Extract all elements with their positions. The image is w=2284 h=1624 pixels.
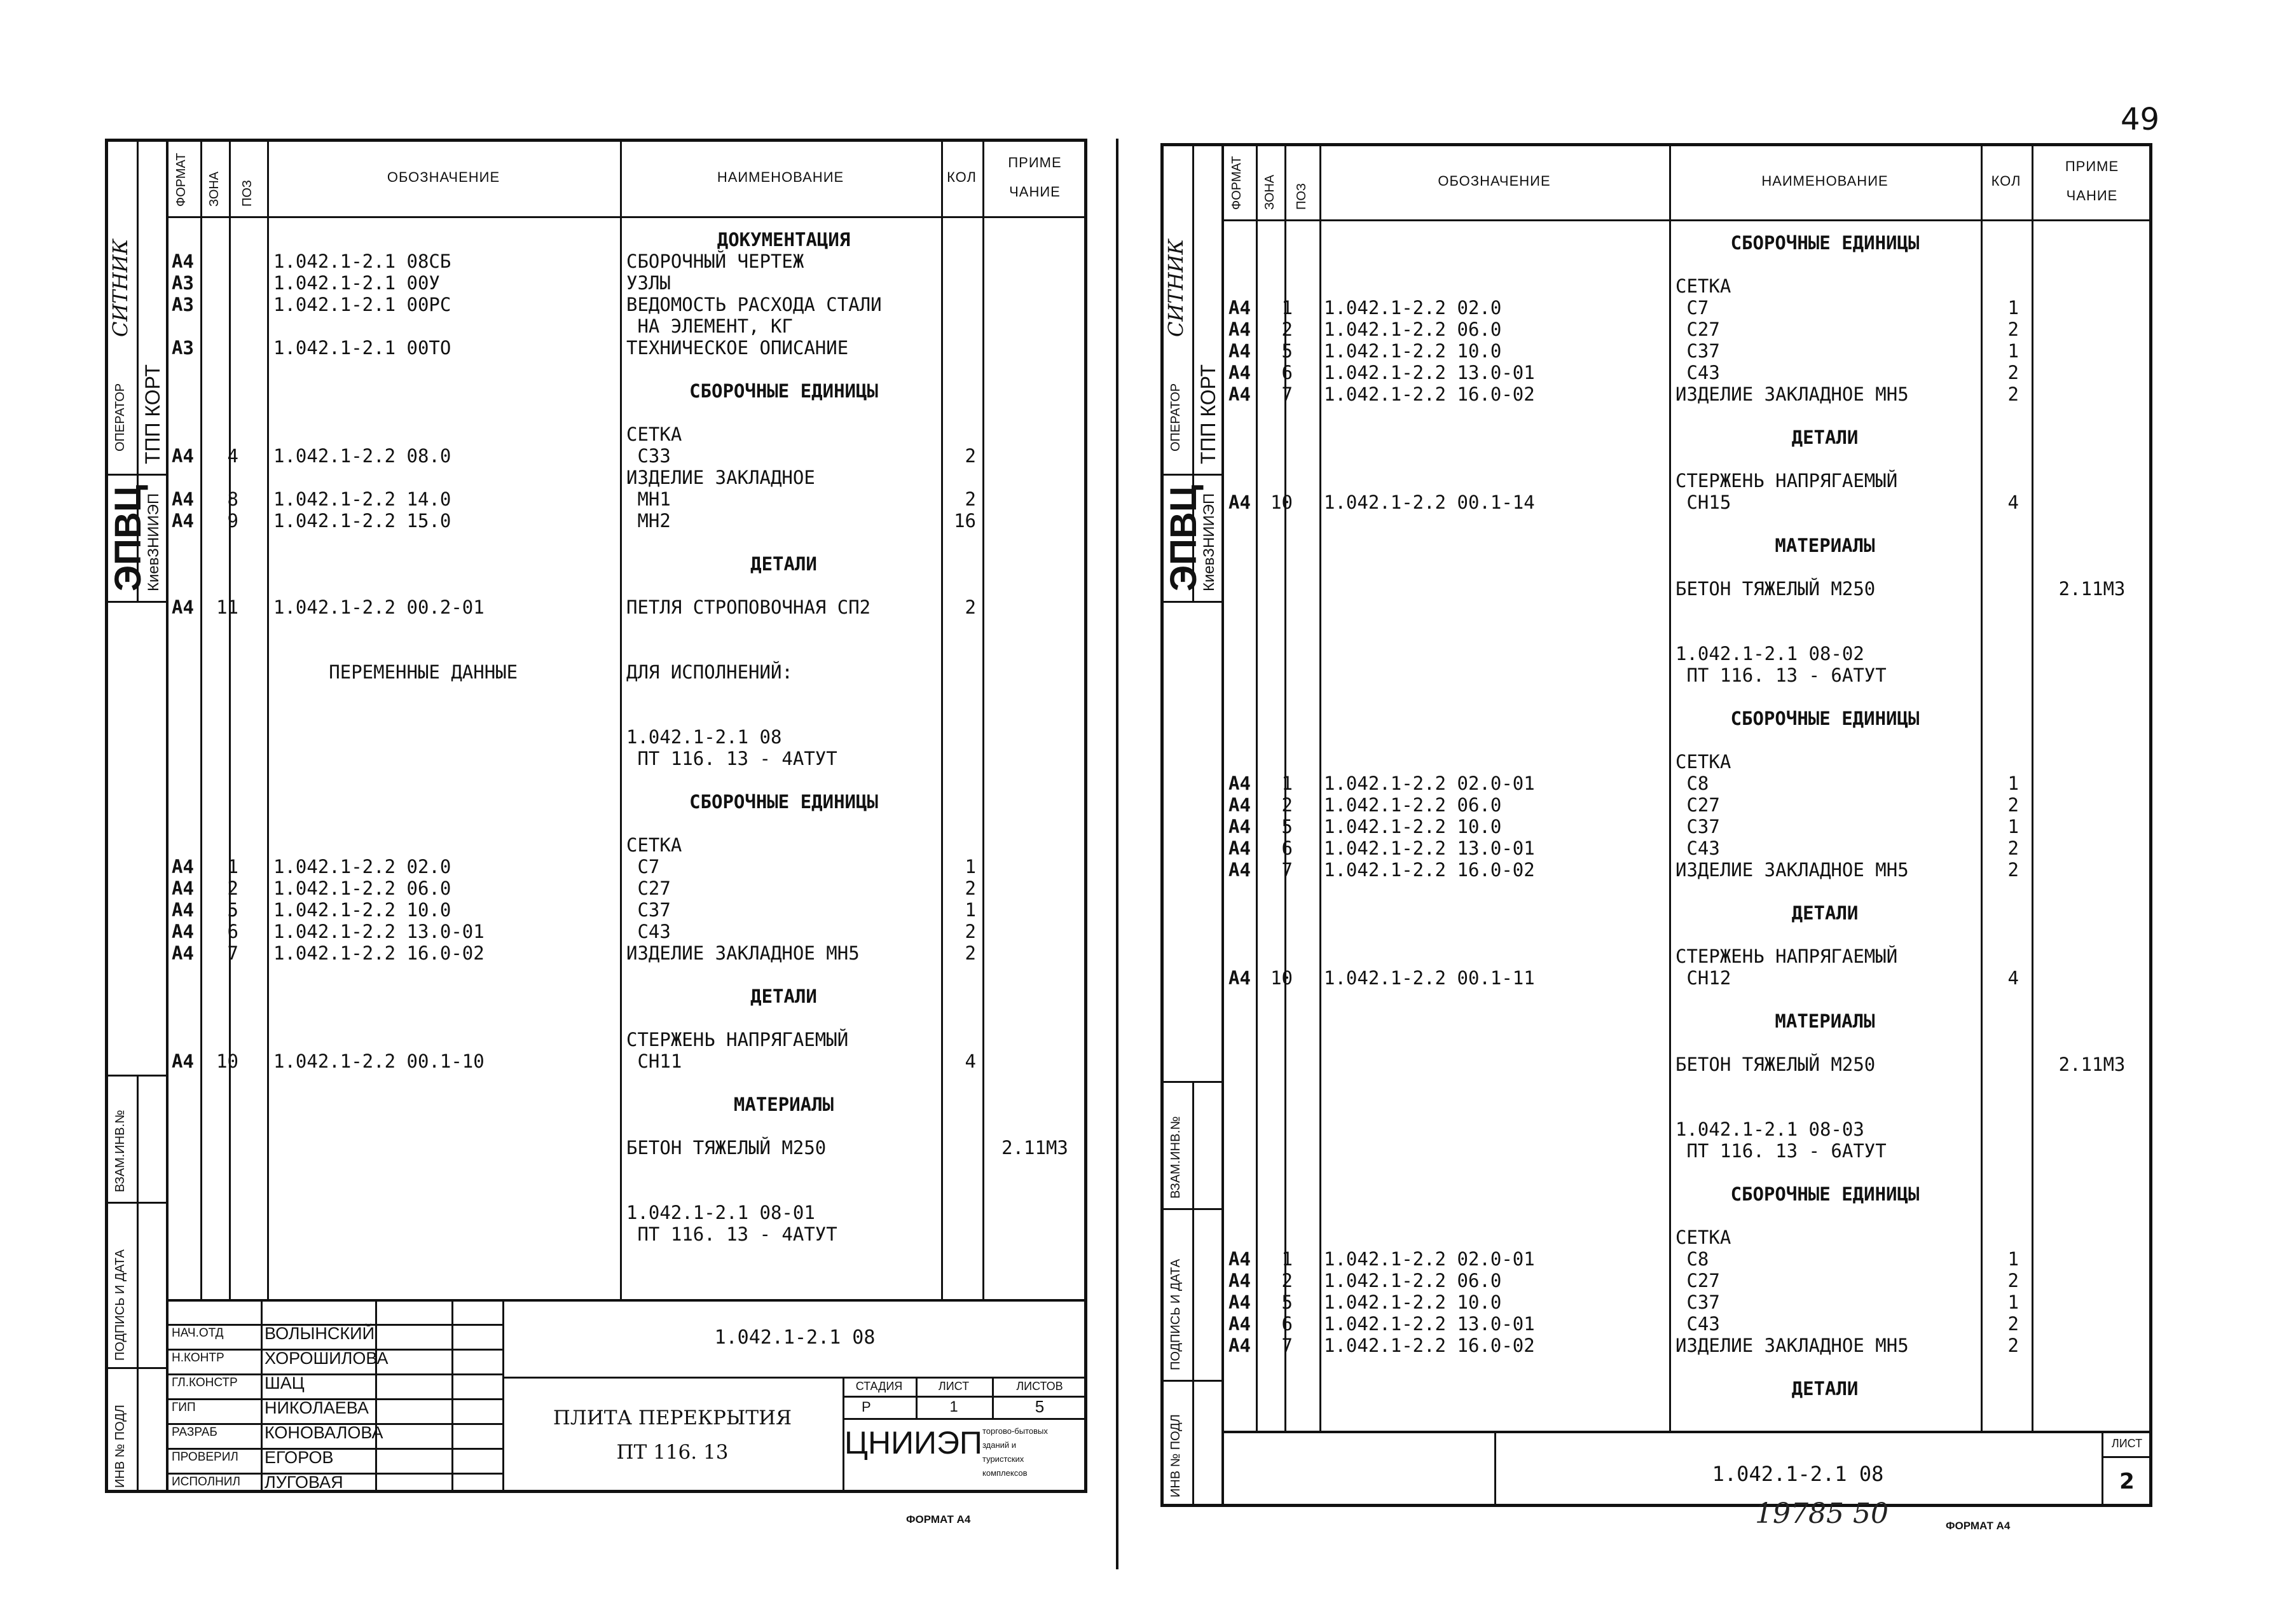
row-quantity: 2 — [965, 921, 976, 942]
row-format: А4 — [1228, 837, 1251, 859]
sheet-value: 1 — [949, 1398, 958, 1415]
row-name: ДЛЯ ИСПОЛНЕНИЙ: — [626, 661, 793, 683]
row-name: СБОРОЧНЫЙ ЧЕРТЕЖ — [626, 251, 804, 272]
row-name: С8 — [1675, 1248, 1709, 1270]
row-position: 7 — [1281, 859, 1293, 881]
row-quantity: 4 — [2007, 492, 2019, 513]
row-designation: 1.042.1-2.2 00.1-14 — [1324, 492, 1535, 513]
row-name: ПТ 116. 13 - 4АТУТ — [626, 748, 837, 769]
org-name: ЦНИИЭП — [844, 1425, 982, 1461]
row-section-heading: ДЕТАЛИ — [1791, 1378, 1859, 1400]
page-number: 49 — [2121, 102, 2160, 137]
right-side-signature: СИТНИК — [1164, 238, 1188, 337]
row-position: 2 — [227, 877, 238, 899]
row-name: ВЕДОМОСТЬ РАСХОДА СТАЛИ — [626, 294, 882, 315]
row-name: С43 — [1675, 362, 1720, 383]
row-name: 1.042.1-2.1 08-02 — [1675, 643, 1864, 664]
row-designation: 1.042.1-2.2 10.0 — [1324, 816, 1502, 837]
row-position: 8 — [227, 488, 238, 510]
row-designation: 1.042.1-2.2 02.0 — [273, 856, 451, 877]
row-name: С33 — [626, 445, 671, 467]
right-hdr-poz: ПОЗ — [1295, 182, 1309, 210]
right-hdr-prim1: ПРИМЕ — [2065, 158, 2119, 174]
row-designation: 1.042.1-2.1 00У — [273, 272, 440, 294]
left-side-signature: СИТНИК — [108, 238, 132, 337]
row-quantity: 16 — [954, 510, 976, 532]
right-hdr-kol: КОЛ — [1991, 173, 2021, 189]
row-quantity: 4 — [965, 1050, 976, 1072]
row-designation: 1.042.1-2.2 13.0-01 — [1324, 837, 1535, 859]
row-position: 5 — [227, 899, 238, 921]
row-name: ТЕХНИЧЕСКОЕ ОПИСАНИЕ — [626, 337, 849, 359]
right-side-org: КиевЗНИИЭП — [1200, 493, 1218, 591]
row-name: 1.042.1-2.1 08-03 — [1675, 1118, 1864, 1140]
sheets-value: 5 — [1035, 1397, 1045, 1416]
row-designation: 1.042.1-2.2 00.1-11 — [1324, 967, 1535, 989]
row-name: С27 — [626, 877, 671, 899]
row-designation: 1.042.1-2.2 10.0 — [1324, 340, 1502, 362]
title-person-name: НИКОЛАЕВА — [265, 1398, 369, 1417]
row-format: А4 — [172, 1050, 194, 1072]
row-name: СН11 — [626, 1050, 682, 1072]
left-side-podpis: ПОДПИСЬ И ДАТА — [113, 1249, 127, 1361]
row-position: 9 — [227, 510, 238, 532]
row-quantity: 1 — [965, 899, 976, 921]
row-format: А4 — [1228, 816, 1251, 837]
row-designation: 1.042.1-2.2 06.0 — [273, 877, 451, 899]
title-person-name: ВОЛЫНСКИЙ — [265, 1324, 375, 1343]
row-quantity: 1 — [2007, 1291, 2019, 1313]
row-note: 2.11М3 — [1001, 1137, 1068, 1159]
row-position: 1 — [1281, 1248, 1293, 1270]
left-side-org: КиевЗНИИЭП — [145, 493, 162, 591]
row-designation: 1.042.1-2.2 16.0-02 — [1324, 1335, 1535, 1356]
row-name: ПТ 116. 13 - 6АТУТ — [1675, 664, 1887, 686]
row-format: А4 — [172, 856, 194, 877]
row-position: 1 — [227, 856, 238, 877]
row-name: БЕТОН ТЯЖЕЛЫЙ М250 — [626, 1137, 827, 1159]
sheet-label: ЛИСТ — [938, 1379, 970, 1393]
row-format: А4 — [172, 488, 194, 510]
right-format-label: ФОРМАТ А4 — [1946, 1520, 2011, 1532]
row-format: А4 — [1228, 773, 1251, 794]
row-position: 1 — [1281, 297, 1293, 319]
row-position: 7 — [1281, 1335, 1293, 1356]
row-quantity: 2 — [2007, 794, 2019, 816]
row-name: МН2 — [626, 510, 671, 532]
row-name: 1.042.1-2.1 08 — [626, 726, 782, 748]
row-name: СЕТКА — [626, 834, 682, 856]
title-person-name: ХОРОШИЛОВА — [265, 1349, 389, 1368]
row-quantity: 1 — [965, 856, 976, 877]
row-position: 6 — [227, 921, 238, 942]
right-side-inv: ИНВ № ПОДЛ — [1169, 1414, 1183, 1497]
row-name: ПЕТЛЯ СТРОПОВОЧНАЯ СП2 — [626, 596, 871, 618]
left-spec-table — [169, 229, 1087, 1297]
row-position: 5 — [1281, 1291, 1293, 1313]
row-quantity: 2 — [965, 877, 976, 899]
row-quantity: 2 — [2007, 362, 2019, 383]
row-designation: 1.042.1-2.2 16.0-02 — [273, 942, 485, 964]
row-name: МН1 — [626, 488, 671, 510]
row-format: А4 — [1228, 1313, 1251, 1335]
row-name: СН12 — [1675, 967, 1731, 989]
row-position: 2 — [1281, 794, 1293, 816]
row-format: А4 — [172, 445, 194, 467]
row-designation: ПЕРЕМЕННЫЕ ДАННЫЕ — [273, 661, 518, 683]
stage-label: СТАДИЯ — [855, 1379, 903, 1393]
row-name: СЕТКА — [1675, 275, 1731, 297]
left-hdr-naimenovanie: НАИМЕНОВАНИЕ — [717, 169, 844, 185]
row-quantity: 2 — [2007, 319, 2019, 340]
row-designation: 1.042.1-2.2 00.2-01 — [273, 596, 485, 618]
right-hdr-format: ФОРМАТ — [1230, 156, 1244, 210]
row-name: С37 — [626, 899, 671, 921]
row-format: А4 — [1228, 1291, 1251, 1313]
right-hdr-oboznachenie: ОБОЗНАЧЕНИЕ — [1438, 173, 1551, 189]
title-person-name: ЕГОРОВ — [265, 1448, 334, 1467]
row-note: 2.11М3 — [2058, 1054, 2126, 1075]
row-section-heading: ДЕТАЛИ — [1791, 427, 1859, 448]
row-position: 6 — [1281, 362, 1293, 383]
row-designation: 1.042.1-2.2 10.0 — [273, 899, 451, 921]
row-quantity: 2 — [2007, 383, 2019, 405]
stage-value: Р — [862, 1399, 871, 1415]
org-subtitle-line: комплексов — [982, 1468, 1028, 1478]
row-section-heading: СБОРОЧНЫЕ ЕДИНИЦЫ — [1730, 232, 1920, 254]
fold-line — [1116, 139, 1118, 1569]
right-hdr-prim — [2032, 143, 2152, 219]
title-role: ГЛ.КОНСТР — [172, 1376, 238, 1389]
row-quantity: 1 — [2007, 340, 2019, 362]
row-position: 5 — [1281, 816, 1293, 837]
row-position: 2 — [1281, 1270, 1293, 1291]
left-title-designation: 1.042.1-2.1 08 — [714, 1326, 876, 1349]
row-name: ИЗДЕЛИЕ ЗАКЛАДНОЕ МН5 — [626, 942, 860, 964]
row-quantity: 2 — [2007, 1313, 2019, 1335]
row-format: А4 — [1228, 492, 1251, 513]
row-section-heading: ДЕТАЛИ — [750, 553, 817, 575]
row-name: С37 — [1675, 816, 1720, 837]
row-position: 2 — [1281, 319, 1293, 340]
row-name: СТЕРЖЕНЬ НАПРЯГАЕМЫЙ — [1675, 470, 1898, 492]
row-format: А3 — [172, 337, 194, 359]
left-hdr-zona: ЗОНА — [207, 171, 221, 207]
row-note: 2.11М3 — [2058, 578, 2126, 600]
row-name: С27 — [1675, 319, 1720, 340]
row-name: БЕТОН ТЯЖЕЛЫЙ М250 — [1675, 578, 1876, 600]
row-quantity: 2 — [2007, 837, 2019, 859]
row-format: А4 — [1228, 794, 1251, 816]
row-name: С7 — [626, 856, 660, 877]
right-side-vzam: ВЗАМ.ИНВ.№ — [1169, 1116, 1183, 1199]
row-name: СЕТКА — [626, 423, 682, 445]
row-position: 7 — [1281, 383, 1293, 405]
row-name: 1.042.1-2.1 08-01 — [626, 1202, 815, 1223]
left-side-epvc: ЭПВЦ — [107, 485, 149, 591]
row-quantity: 2 — [965, 445, 976, 467]
row-format: А4 — [172, 877, 194, 899]
row-name: НА ЭЛЕМЕНТ, КГ — [626, 315, 793, 337]
right-side-epvc: ЭПВЦ — [1163, 485, 1204, 591]
row-format: А4 — [1228, 1248, 1251, 1270]
row-name: С37 — [1675, 1291, 1720, 1313]
title-role: НАЧ.ОТД — [172, 1326, 224, 1340]
row-name: СН15 — [1675, 492, 1731, 513]
row-position: 7 — [227, 942, 238, 964]
row-quantity: 2 — [965, 942, 976, 964]
right-hdr-prim2: ЧАНИЕ — [2066, 188, 2118, 203]
row-quantity: 4 — [2007, 967, 2019, 989]
left-side-tpp: ТПП КОРТ — [141, 364, 164, 464]
row-designation: 1.042.1-2.2 06.0 — [1324, 1270, 1502, 1291]
org-subtitle-line: зданий и — [982, 1440, 1017, 1450]
row-quantity: 2 — [965, 596, 976, 618]
right-side-podpis: ПОДПИСЬ И ДАТА — [1169, 1258, 1183, 1370]
row-name: С8 — [1675, 773, 1709, 794]
row-name: С27 — [1675, 1270, 1720, 1291]
row-name: СЕТКА — [1675, 1227, 1731, 1248]
row-designation: 1.042.1-2.2 13.0-01 — [273, 921, 485, 942]
right-footer-sheet: 2 — [2119, 1469, 2135, 1494]
title-role: ИСПОЛНИЛ — [172, 1475, 240, 1489]
org-subtitle-line: туристских — [982, 1454, 1024, 1464]
row-designation: 1.042.1-2.1 08СБ — [273, 251, 451, 272]
title-role: ПРОВЕРИЛ — [172, 1450, 238, 1464]
row-name: С43 — [1675, 1313, 1720, 1335]
row-format: А4 — [1228, 297, 1251, 319]
row-name: СТЕРЖЕНЬ НАПРЯГАЕМЫЙ — [1675, 946, 1898, 967]
left-side-operator: ОПЕРАТОР — [113, 383, 127, 451]
row-name: ИЗДЕЛИЕ ЗАКЛАДНОЕ МН5 — [1675, 1335, 1909, 1356]
row-position: 4 — [227, 445, 238, 467]
row-format: А4 — [1228, 340, 1251, 362]
row-name: ИЗДЕЛИЕ ЗАКЛАДНОЕ — [626, 467, 815, 488]
row-quantity: 2 — [2007, 859, 2019, 881]
left-hdr-prim2: ЧАНИЕ — [1009, 184, 1061, 200]
row-designation: 1.042.1-2.1 00ТО — [273, 337, 451, 359]
row-quantity: 2 — [965, 488, 976, 510]
row-format: А4 — [1228, 362, 1251, 383]
row-format: А4 — [1228, 319, 1251, 340]
row-section-heading: СБОРОЧНЫЕ ЕДИНИЦЫ — [1730, 1183, 1920, 1205]
row-format: А4 — [1228, 1335, 1251, 1356]
row-format: А4 — [172, 921, 194, 942]
row-name: С43 — [626, 921, 671, 942]
row-format: А4 — [172, 596, 194, 618]
title-person-name: ШАЦ — [265, 1373, 305, 1393]
row-format: А3 — [172, 294, 194, 315]
right-side-tpp: ТПП КОРТ — [1197, 364, 1220, 464]
row-name: СТЕРЖЕНЬ НАПРЯГАЕМЫЙ — [626, 1029, 849, 1050]
row-quantity: 2 — [2007, 1270, 2019, 1291]
row-position: 10 — [1270, 492, 1293, 513]
title-role: РАЗРАБ — [172, 1426, 217, 1439]
right-hdr-naimenovanie: НАИМЕНОВАНИЕ — [1761, 173, 1888, 189]
left-side-inv: ИНВ № ПОДЛ — [113, 1405, 127, 1488]
row-name: С43 — [1675, 837, 1720, 859]
row-section-heading: СБОРОЧНЫЕ ЕДИНИЦЫ — [689, 380, 878, 402]
row-position: 6 — [1281, 837, 1293, 859]
row-format: А4 — [1228, 859, 1251, 881]
left-hdr-prim — [982, 139, 1087, 216]
row-name: С7 — [1675, 297, 1709, 319]
row-section-heading: ДЕТАЛИ — [750, 986, 817, 1007]
row-format: А4 — [172, 510, 194, 532]
org-subtitle — [982, 1424, 1048, 1480]
row-section-heading: ДЕТАЛИ — [1791, 902, 1859, 924]
row-name: ПТ 116. 13 - 6АТУТ — [1675, 1140, 1887, 1162]
row-designation: 1.042.1-2.2 16.0-02 — [1324, 383, 1535, 405]
row-designation: 1.042.1-2.2 08.0 — [273, 445, 451, 467]
row-position: 10 — [1270, 967, 1293, 989]
row-quantity: 2 — [2007, 1335, 2019, 1356]
row-format: А3 — [172, 272, 194, 294]
row-format: А4 — [1228, 1270, 1251, 1291]
right-side-operator: ОПЕРАТОР — [1169, 383, 1183, 451]
title-role: Н.КОНТР — [172, 1351, 224, 1365]
title-role: ГИП — [172, 1401, 196, 1414]
row-name: ИЗДЕЛИЕ ЗАКЛАДНОЕ МН5 — [1675, 383, 1909, 405]
row-designation: 1.042.1-2.2 02.0 — [1324, 297, 1502, 319]
row-section-heading: ДОКУМЕНТАЦИЯ — [717, 229, 851, 251]
sheets-label: ЛИСТОВ — [1016, 1379, 1063, 1393]
right-spec-table — [1224, 232, 2152, 1428]
row-format: А4 — [172, 251, 194, 272]
row-quantity: 1 — [2007, 297, 2019, 319]
row-designation: 1.042.1-2.2 06.0 — [1324, 794, 1502, 816]
left-hdr-prim1: ПРИМЕ — [1008, 155, 1062, 170]
row-format: А4 — [172, 942, 194, 964]
row-name: УЗЛЫ — [626, 272, 671, 294]
left-side-vzam: ВЗАМ.ИНВ.№ — [113, 1110, 127, 1192]
row-section-heading: МАТЕРИАЛЫ — [1775, 535, 1875, 556]
row-position: 11 — [216, 596, 238, 618]
left-title-line2: ПТ 116. 13 — [616, 1440, 729, 1464]
row-quantity: 1 — [2007, 1248, 2019, 1270]
row-format: А4 — [1228, 967, 1251, 989]
row-designation: 1.042.1-2.2 16.0-02 — [1324, 859, 1535, 881]
row-name: С27 — [1675, 794, 1720, 816]
row-section-heading: СБОРОЧНЫЕ ЕДИНИЦЫ — [689, 791, 878, 813]
row-position: 5 — [1281, 340, 1293, 362]
row-designation: 1.042.1-2.2 02.0-01 — [1324, 773, 1535, 794]
row-name: ПТ 116. 13 - 4АТУТ — [626, 1223, 837, 1245]
row-section-heading: МАТЕРИАЛЫ — [1775, 1010, 1875, 1032]
row-format: А4 — [1228, 383, 1251, 405]
row-name: ИЗДЕЛИЕ ЗАКЛАДНОЕ МН5 — [1675, 859, 1909, 881]
left-hdr-poz: ПОЗ — [240, 179, 254, 207]
row-designation: 1.042.1-2.2 02.0-01 — [1324, 1248, 1535, 1270]
row-section-heading: СБОРОЧНЫЕ ЕДИНИЦЫ — [1730, 708, 1920, 729]
left-format-label: ФОРМАТ А4 — [906, 1513, 971, 1525]
left-title-name — [502, 1377, 843, 1493]
right-hdr-zona: ЗОНА — [1263, 174, 1277, 210]
row-designation: 1.042.1-2.2 06.0 — [1324, 319, 1502, 340]
row-format: А4 — [172, 899, 194, 921]
row-designation: 1.042.1-2.2 14.0 — [273, 488, 451, 510]
row-designation: 1.042.1-2.2 13.0-01 — [1324, 362, 1535, 383]
left-hdr-oboznachenie: ОБОЗНАЧЕНИЕ — [387, 169, 500, 185]
row-designation: 1.042.1-2.2 13.0-01 — [1324, 1313, 1535, 1335]
right-footer-designation: 1.042.1-2.1 08 — [1712, 1461, 1884, 1486]
title-person-name: КОНОВАЛОВА — [265, 1423, 383, 1442]
row-position: 6 — [1281, 1313, 1293, 1335]
row-name: СЕТКА — [1675, 751, 1731, 773]
row-designation: 1.042.1-2.2 00.1-10 — [273, 1050, 485, 1072]
row-designation: 1.042.1-2.2 10.0 — [1324, 1291, 1502, 1313]
row-position: 1 — [1281, 773, 1293, 794]
row-quantity: 1 — [2007, 816, 2019, 837]
org-subtitle-line: торгово-бытовых — [982, 1426, 1048, 1436]
left-hdr-kol: КОЛ — [947, 169, 977, 185]
title-person-name: ЛУГОВАЯ — [265, 1473, 343, 1492]
row-name: С37 — [1675, 340, 1720, 362]
row-name: БЕТОН ТЯЖЕЛЫЙ М250 — [1675, 1054, 1876, 1075]
left-title-line1: ПЛИТА ПЕРЕКРЫТИЯ — [553, 1406, 792, 1429]
right-footer-sheet-label: ЛИСТ — [2111, 1436, 2143, 1450]
left-hdr-format: ФОРМАТ — [174, 153, 188, 207]
row-designation: 1.042.1-2.1 00РС — [273, 294, 451, 315]
row-position: 10 — [216, 1050, 238, 1072]
bottom-number: 19785 50 — [1755, 1497, 1888, 1530]
row-section-heading: МАТЕРИАЛЫ — [733, 1094, 834, 1115]
row-quantity: 1 — [2007, 773, 2019, 794]
row-designation: 1.042.1-2.2 15.0 — [273, 510, 451, 532]
